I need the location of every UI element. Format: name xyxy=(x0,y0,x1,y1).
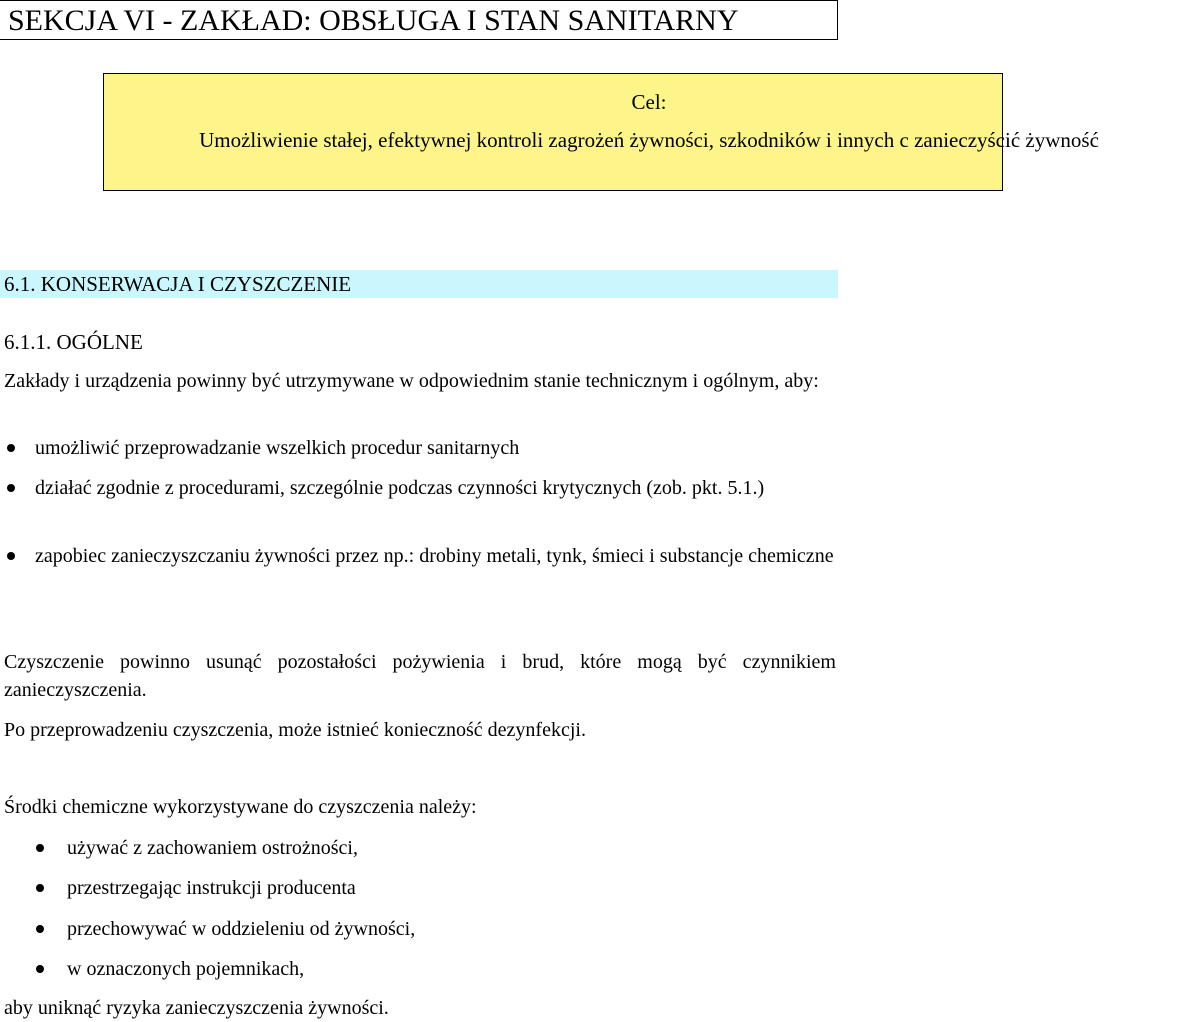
bullet-item-2 xyxy=(35,474,836,502)
bullet-text: działać zgodnie z procedurami, szczególnie podczas czynności krytycznych (zob. pkt. 5.1.) xyxy=(35,477,765,499)
intro-paragraph: Zakłady i urządzenia powinny być utrzymywane w odpowiednim stanie technicznym i ogólnym, aby: xyxy=(4,370,819,392)
chemicals-list-item-2 xyxy=(67,874,827,902)
goal-label: Cel: xyxy=(631,90,667,114)
section-heading: 6.1. KONSERWACJA I CZYSZCZENIE xyxy=(0,270,838,298)
goal-box xyxy=(103,73,1099,191)
bullet-icon xyxy=(36,844,44,852)
bullet-icon xyxy=(7,552,15,560)
chemicals-list-item-3 xyxy=(67,915,827,943)
bullet-icon xyxy=(36,965,44,973)
chemicals-list-text: w oznaczonych pojemnikach, xyxy=(67,958,305,980)
bullet-item-1 xyxy=(35,434,836,462)
bullet-icon xyxy=(7,444,15,452)
page-title: SEKCJA VI - ZAKŁAD: OBSŁUGA I STAN SANITARNY xyxy=(0,0,838,40)
bullet-text: umożliwić przeprowadzanie wszelkich procedur sanitarnych xyxy=(35,437,520,459)
subsection-heading: 6.1.1. OGÓLNE xyxy=(4,330,143,354)
bullet-icon xyxy=(36,884,44,892)
bullet-icon xyxy=(7,484,15,492)
chemicals-list-text: przestrzegając instrukcji producenta xyxy=(67,877,356,899)
goal-text: Umożliwienie stałej, efektywnej kontroli zagrożeń żywności, szkodników i innych c zanieczyścić żywność xyxy=(199,128,1099,152)
chemicals-list-text: przechowywać w oddzieleniu od żywności, xyxy=(67,918,416,940)
chemicals-list-text: używać z zachowaniem ostrożności, xyxy=(67,837,358,859)
chemicals-intro: Środki chemiczne wykorzystywane do czyszczenia należy: xyxy=(4,796,477,818)
cleaning-paragraph: Czyszczenie powinno usunąć pozostałości pożywienia i brud, które mogą być czynnikiem zanieczyszczenia. xyxy=(4,651,836,701)
bullet-text: zapobiec zanieczyszczaniu żywności przez np.: drobiny metali, tynk, śmieci i substancje chemiczne xyxy=(35,545,834,567)
disinfection-paragraph: Po przeprowadzeniu czyszczenia, może istnieć konieczność dezynfekcji. xyxy=(4,719,586,741)
bullet-item-3 xyxy=(35,542,836,570)
chemicals-list-item-4 xyxy=(67,955,827,983)
closing-paragraph: aby uniknąć ryzyka zanieczyszczenia żywności. xyxy=(4,997,389,1019)
chemicals-list-item-1 xyxy=(67,834,827,862)
bullet-icon xyxy=(36,925,44,933)
